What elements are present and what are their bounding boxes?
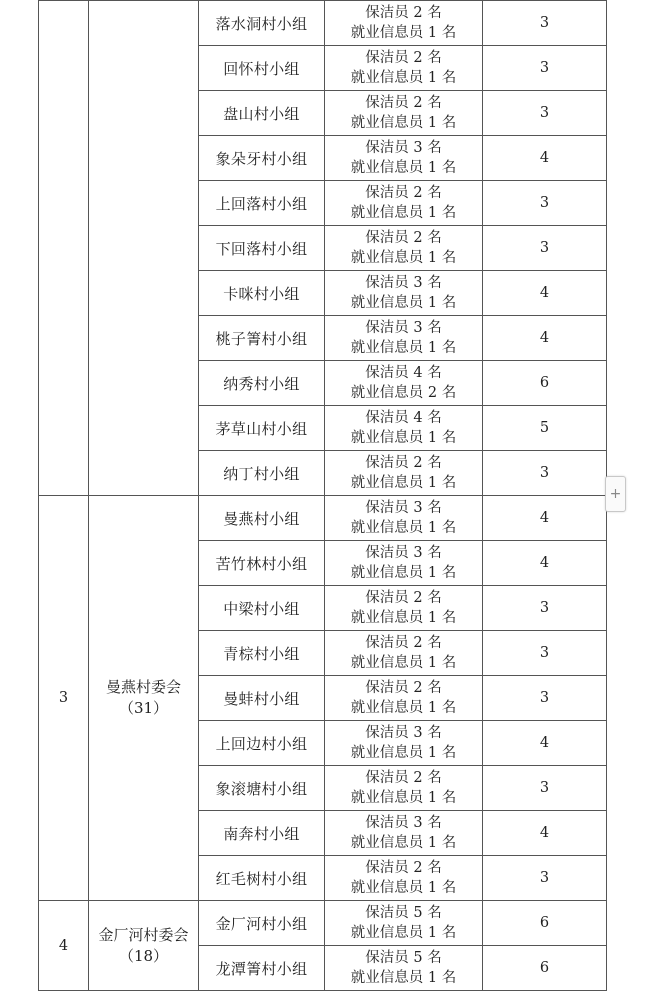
roles-cell	[325, 406, 483, 451]
committee-seq-cell	[39, 1, 89, 496]
cleaner-count: 保洁员 4 名	[365, 410, 442, 426]
cleaner-count: 保洁员 3 名	[365, 545, 442, 561]
roles-cell	[325, 721, 483, 766]
row-total: 3	[483, 181, 607, 226]
cleaner-count: 保洁员 2 名	[365, 680, 442, 696]
roles-cell	[325, 541, 483, 586]
roles-cell	[325, 91, 483, 136]
info-officer-count: 就业信息员 1 名	[350, 565, 457, 581]
info-officer-count: 就业信息员 1 名	[350, 430, 457, 446]
village-group-name: 青棕村小组	[199, 631, 325, 676]
row-total: 4	[483, 271, 607, 316]
village-group-name: 卡咪村小组	[199, 271, 325, 316]
row-total: 3	[483, 226, 607, 271]
roles-cell	[325, 1, 483, 46]
info-officer-count: 就业信息员 1 名	[350, 115, 457, 131]
document-table-container	[38, 0, 607, 991]
village-group-name: 中梁村小组	[199, 586, 325, 631]
cleaner-count: 保洁员 2 名	[365, 455, 442, 471]
row-total: 3	[483, 766, 607, 811]
committee-name: 金厂河村委会	[98, 925, 189, 944]
table-row	[39, 496, 607, 541]
add-row-handle[interactable]	[605, 476, 626, 512]
row-total: 3	[483, 1, 607, 46]
village-group-name: 纳丁村小组	[199, 451, 325, 496]
village-group-name: 回怀村小组	[199, 46, 325, 91]
info-officer-count: 就业信息员 1 名	[350, 205, 457, 221]
cleaner-count: 保洁员 5 名	[365, 905, 442, 921]
cleaner-count: 保洁员 2 名	[365, 50, 442, 66]
village-group-name: 苦竹林村小组	[199, 541, 325, 586]
row-total: 3	[483, 46, 607, 91]
info-officer-count: 就业信息员 1 名	[350, 295, 457, 311]
row-total: 3	[483, 586, 607, 631]
row-total: 4	[483, 316, 607, 361]
roles-cell	[325, 856, 483, 901]
cleaner-count: 保洁员 2 名	[365, 5, 442, 21]
row-total: 4	[483, 136, 607, 181]
row-total: 4	[483, 541, 607, 586]
row-total: 6	[483, 901, 607, 946]
roles-cell	[325, 901, 483, 946]
cleaner-count: 保洁员 5 名	[365, 950, 442, 966]
info-officer-count: 就业信息员 1 名	[350, 970, 457, 986]
info-officer-count: 就业信息员 1 名	[350, 880, 457, 896]
info-officer-count: 就业信息员 1 名	[350, 250, 457, 266]
committee-name-cell	[89, 1, 199, 496]
cleaner-count: 保洁员 2 名	[365, 230, 442, 246]
row-total: 3	[483, 91, 607, 136]
committee-name-cell	[89, 496, 199, 901]
village-group-name: 纳秀村小组	[199, 361, 325, 406]
roles-cell	[325, 811, 483, 856]
village-group-name: 盘山村小组	[199, 91, 325, 136]
cleaner-count: 保洁员 3 名	[365, 320, 442, 336]
cleaner-count: 保洁员 2 名	[365, 770, 442, 786]
committee-name: 曼燕村委会	[105, 678, 181, 696]
info-officer-count: 就业信息员 1 名	[350, 340, 457, 356]
village-group-name: 上回边村小组	[199, 721, 325, 766]
cleaner-count: 保洁员 3 名	[365, 500, 442, 516]
info-officer-count: 就业信息员 1 名	[350, 790, 457, 806]
row-total: 6	[483, 946, 607, 991]
village-group-name: 桃子箐村小组	[199, 316, 325, 361]
village-group-name: 茅草山村小组	[199, 406, 325, 451]
info-officer-count: 就业信息员 1 名	[350, 700, 457, 716]
roles-cell	[325, 316, 483, 361]
row-total: 4	[483, 811, 607, 856]
row-total: 3	[483, 856, 607, 901]
info-officer-count: 就业信息员 1 名	[350, 25, 457, 41]
roles-cell	[325, 226, 483, 271]
staffing-table	[38, 0, 607, 991]
row-total: 6	[483, 361, 607, 406]
table-row	[39, 901, 607, 946]
roles-cell	[325, 586, 483, 631]
roles-cell	[325, 496, 483, 541]
committee-count: （31）	[118, 699, 169, 717]
committee-seq-cell: 4	[39, 901, 89, 991]
roles-cell	[325, 271, 483, 316]
row-total: 3	[483, 451, 607, 496]
plus-icon: +	[609, 486, 622, 502]
cleaner-count: 保洁员 3 名	[365, 815, 442, 831]
roles-cell	[325, 766, 483, 811]
cleaner-count: 保洁员 4 名	[365, 365, 442, 381]
row-total: 4	[483, 721, 607, 766]
committee-seq-cell: 3	[39, 496, 89, 901]
info-officer-count: 就业信息员 1 名	[350, 655, 457, 671]
cleaner-count: 保洁员 3 名	[365, 725, 442, 741]
cleaner-count: 保洁员 3 名	[365, 275, 442, 291]
village-group-name: 南奔村小组	[199, 811, 325, 856]
info-officer-count: 就业信息员 1 名	[350, 835, 457, 851]
info-officer-count: 就业信息员 1 名	[350, 70, 457, 86]
roles-cell	[325, 451, 483, 496]
info-officer-count: 就业信息员 1 名	[350, 745, 457, 761]
table-row	[39, 1, 607, 46]
cleaner-count: 保洁员 2 名	[365, 95, 442, 111]
roles-cell	[325, 631, 483, 676]
village-group-name: 下回落村小组	[199, 226, 325, 271]
village-group-name: 象朵牙村小组	[199, 136, 325, 181]
village-group-name: 红毛树村小组	[199, 856, 325, 901]
row-total: 4	[483, 496, 607, 541]
roles-cell	[325, 946, 483, 991]
cleaner-count: 保洁员 2 名	[365, 635, 442, 651]
info-officer-count: 就业信息员 1 名	[350, 520, 457, 536]
village-group-name: 曼燕村小组	[199, 496, 325, 541]
cleaner-count: 保洁员 3 名	[365, 140, 442, 156]
info-officer-count: 就业信息员 1 名	[350, 925, 457, 941]
row-total: 3	[483, 631, 607, 676]
info-officer-count: 就业信息员 2 名	[350, 385, 457, 401]
cleaner-count: 保洁员 2 名	[365, 185, 442, 201]
roles-cell	[325, 181, 483, 226]
row-total: 3	[483, 676, 607, 721]
committee-name-cell	[89, 901, 199, 991]
roles-cell	[325, 361, 483, 406]
village-group-name: 象滚塘村小组	[199, 766, 325, 811]
info-officer-count: 就业信息员 1 名	[350, 160, 457, 176]
village-group-name: 金厂河村小组	[199, 901, 325, 946]
village-group-name: 龙潭箐村小组	[199, 946, 325, 991]
row-total: 5	[483, 406, 607, 451]
village-group-name: 上回落村小组	[199, 181, 325, 226]
roles-cell	[325, 46, 483, 91]
cleaner-count: 保洁员 2 名	[365, 590, 442, 606]
roles-cell	[325, 136, 483, 181]
info-officer-count: 就业信息员 1 名	[350, 475, 457, 491]
roles-cell	[325, 676, 483, 721]
cleaner-count: 保洁员 2 名	[365, 860, 442, 876]
village-group-name: 落水洞村小组	[199, 1, 325, 46]
village-group-name: 曼蚌村小组	[199, 676, 325, 721]
committee-count: （18）	[118, 946, 169, 965]
info-officer-count: 就业信息员 1 名	[350, 610, 457, 626]
